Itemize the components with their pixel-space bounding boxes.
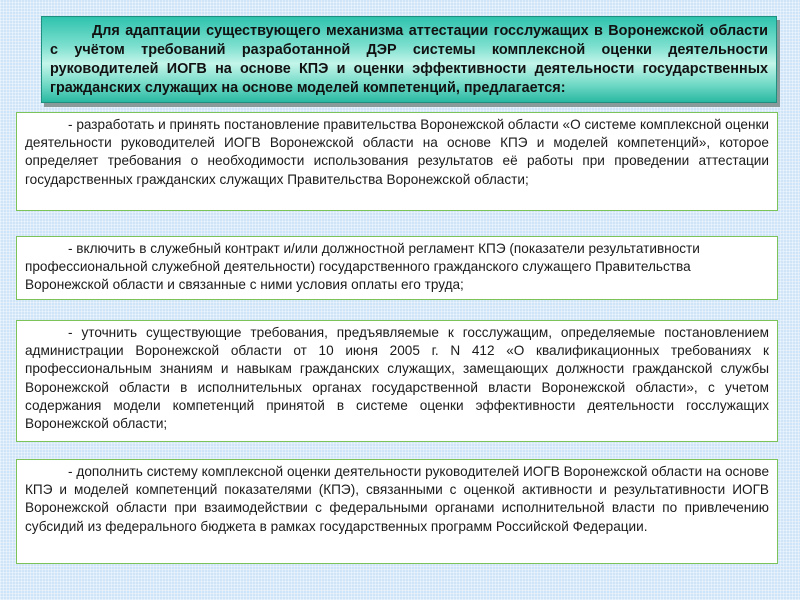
proposal-item-1 [16, 112, 778, 211]
proposal-item-2 [16, 236, 778, 300]
intro-header-text: Для адаптации существующего механизма аттестации госслужащих в Воронежской области с учётом требований разработанной ДЭР системы комплексной оценки деятельности руководителей ИОГВ на основе КПЭ и оценки эффективности деятельности государственных гражданских служащих на основе моделей компетенций, предлагается: [50, 23, 768, 96]
proposal-item-text: - уточнить существующие требования, предъявляемые к госслужащим, определяемые постановлением администрации Воронежской области от 10 июня 2005 г. N 412 «О квалификационных требованиях к профессиональным знаниям и навыкам гражданских служащих, замещающих должности гражданской службы Воронежской области в исполнительных органах государственной власти Воронежской области», с учетом содержания модели компетенций принятой в системе оценки эффективности деятельности госслужащих Воронежской области; [25, 325, 769, 432]
proposal-item-text: - дополнить систему комплексной оценки деятельности руководителей ИОГВ Воронежской области на основе КПЭ и моделей компетенций показателями (КПЭ), связанными с оценкой активности и результативности ИОГВ Воронежской области при взаимодействии с федеральными органами исполнительной власти по привлечению субсидий из федерального бюджета в рамках государственных программ Российской Федерации. [25, 464, 769, 534]
proposal-item-4 [16, 459, 778, 564]
proposal-item-text: - разработать и принять постановление правительства Воронежской области «О системе комплексной оценки деятельности руководителей ИОГВ Воронежской области на основе КПЭ и моделей компетенций», которое определяет требования о необходимости использования результатов её работы при проведении аттестации государственных гражданских служащих Правительства Воронежской области; [25, 117, 769, 187]
proposal-item-3 [16, 320, 778, 442]
proposal-item-text: - включить в служебный контракт и/или должностной регламент КПЭ (показатели результативности профессиональной служебной деятельности) государственного гражданского служащего Правительства Воронежской области и связанные с ними условия оплаты его труда; [25, 241, 700, 293]
intro-header-box [41, 16, 777, 103]
